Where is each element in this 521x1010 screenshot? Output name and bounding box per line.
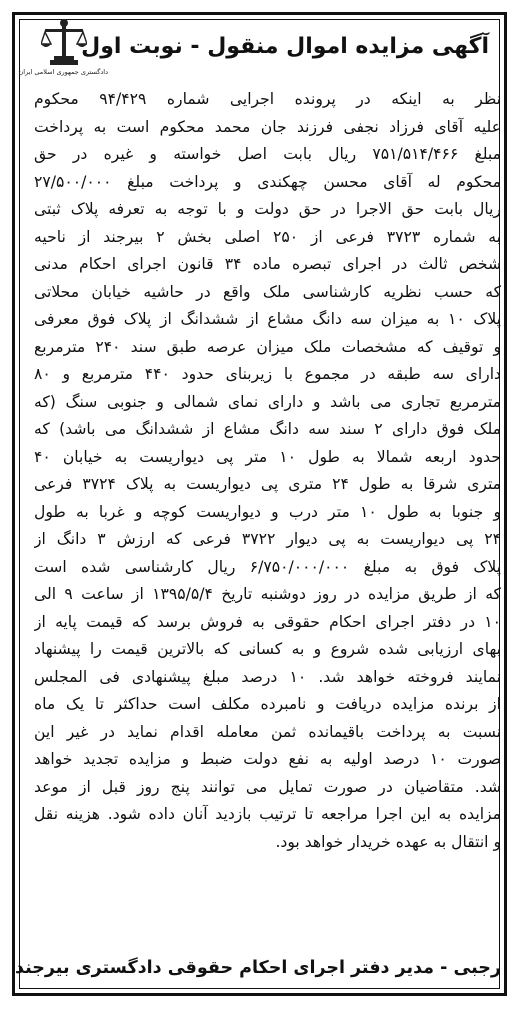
body-line: و انتقال به عهده خریدار خواهد بود. (275, 832, 501, 851)
body-line: صورت ۱۰ درصد اولیه به نفع دولت ضبط و مزایده تجدید خواهد (34, 750, 501, 768)
body-line: متری شرقا به طول ۲۴ متری پی دیواریست به پلاک ۳۷۲۴ فرعی (34, 475, 501, 493)
notice-title: آگهی مزایده اموال منقول - نوبت اول (81, 34, 489, 59)
body-line: ملک فوق دارای ۲ سند سه دانگ مشاع از ششدانگ می باشد) که (34, 420, 501, 438)
body-line: شخص ثالث در اجرای تبصره ماده ۳۴ قانون اجرای احکام مدنی (34, 255, 501, 273)
body-line: که حسب نظریه کارشناسی ملک واقع در حاشیه خیابان محلاتی (34, 282, 501, 301)
body-line: علیه آقای فرزاد نجفی فرزند جان محمد محکوم است به پرداخت (34, 117, 501, 136)
body-line: که از طریق مزایده در روز دوشنبه تاریخ ۱۳۹۵/۵/۴ از ساعت ۹ الی (34, 585, 501, 603)
body-line: ریال بابت حق الاجرا در حق دولت و با توجه به تعرفه پلاک ثبتی (34, 200, 501, 218)
body-line: و جنوبا به طول ۱۰ متر درب و دیواریست کوچه و غربا به طول (34, 502, 501, 521)
body-line: ۲۴ پی دیواریست به پی دیوار ۳۷۲۲ فرعی که ارزش ۳ دانگ از (34, 530, 501, 548)
body-line: مترمربع تجاری می باشد و دارای نمای شمالی و جنوبی سنگ (که (34, 392, 501, 411)
body-line: پلاک ۱۰ به میزان سه دانگ مشاع از ششدانگ از پلاک فوق معرفی (34, 310, 501, 328)
notice-body (34, 86, 501, 856)
body-line: نسبت به پرداخت باقیمانده ثمن معامله اقدام نماید در غیر این (34, 722, 501, 741)
body-line: حدود اربعه شمالا به طول ۱۰ متر پی دیواریست به خیابان ۴۰ (34, 447, 501, 466)
body-line: و توقیف که مشخصات ملک میزان عرصه طبق سند ۲۴۰ مترمربع (34, 337, 501, 356)
body-line: مزایده به این اجرا مراجعه تا ترتیب بازدید آنان داده شود. هزینه نقل (34, 805, 501, 823)
logo-caption: دادگستری جمهوری اسلامی ایران (18, 68, 108, 76)
body-line: شد. متقاضیان در صورت تمایل می توانند پنج روز قبل از موعد (34, 777, 501, 796)
scales-emblem-icon (41, 18, 87, 68)
body-line: پلاک فوق به مبلغ ۶/۷۵۰/۰۰۰/۰۰۰ ریال کارشناسی شده است (34, 557, 501, 576)
body-line: به شماره ۳۷۲۳ فرعی از ۲۵۰ اصلی بخش ۲ بیرجند از ناحیه (34, 227, 501, 246)
body-line: ۱۰ در دفتر اجرای احکام حقوقی به فروش برسد که قیمت پایه از (34, 612, 501, 631)
signature-line: رجبی - مدیر دفتر اجرای احکام حقوقی دادگستری بیرجند (15, 958, 501, 978)
body-line: مبلغ ۷۵۱/۵۱۴/۴۶۶ ریال بابت اصل خواسته و غیره در حق (34, 145, 501, 163)
body-line: بهای ارزیابی شده شروع و به کسانی که بالاترین قیمت را پیشنهاد (34, 640, 501, 658)
body-line: دارای سه طبقه در مجموع با زیربنای حدود ۴۴۰ مترمربع و ۸۰ (34, 365, 501, 383)
body-line: محکوم له آقای محسن چهکندی و پرداخت مبلغ ۲۷/۵۰۰/۰۰۰ (34, 172, 501, 191)
body-line: نمایند فروخته خواهد شد. ۱۰ درصد مبلغ پیشنهادی فی المجلس (34, 667, 501, 686)
body-line: از برنده مزایده دریافت و نامبرده مکلف است حداکثر تا یک ماه (34, 695, 501, 713)
body-line: نظر به اینکه در پرونده اجرایی شماره ۹۴/۴۲۹ محکوم (34, 90, 501, 108)
